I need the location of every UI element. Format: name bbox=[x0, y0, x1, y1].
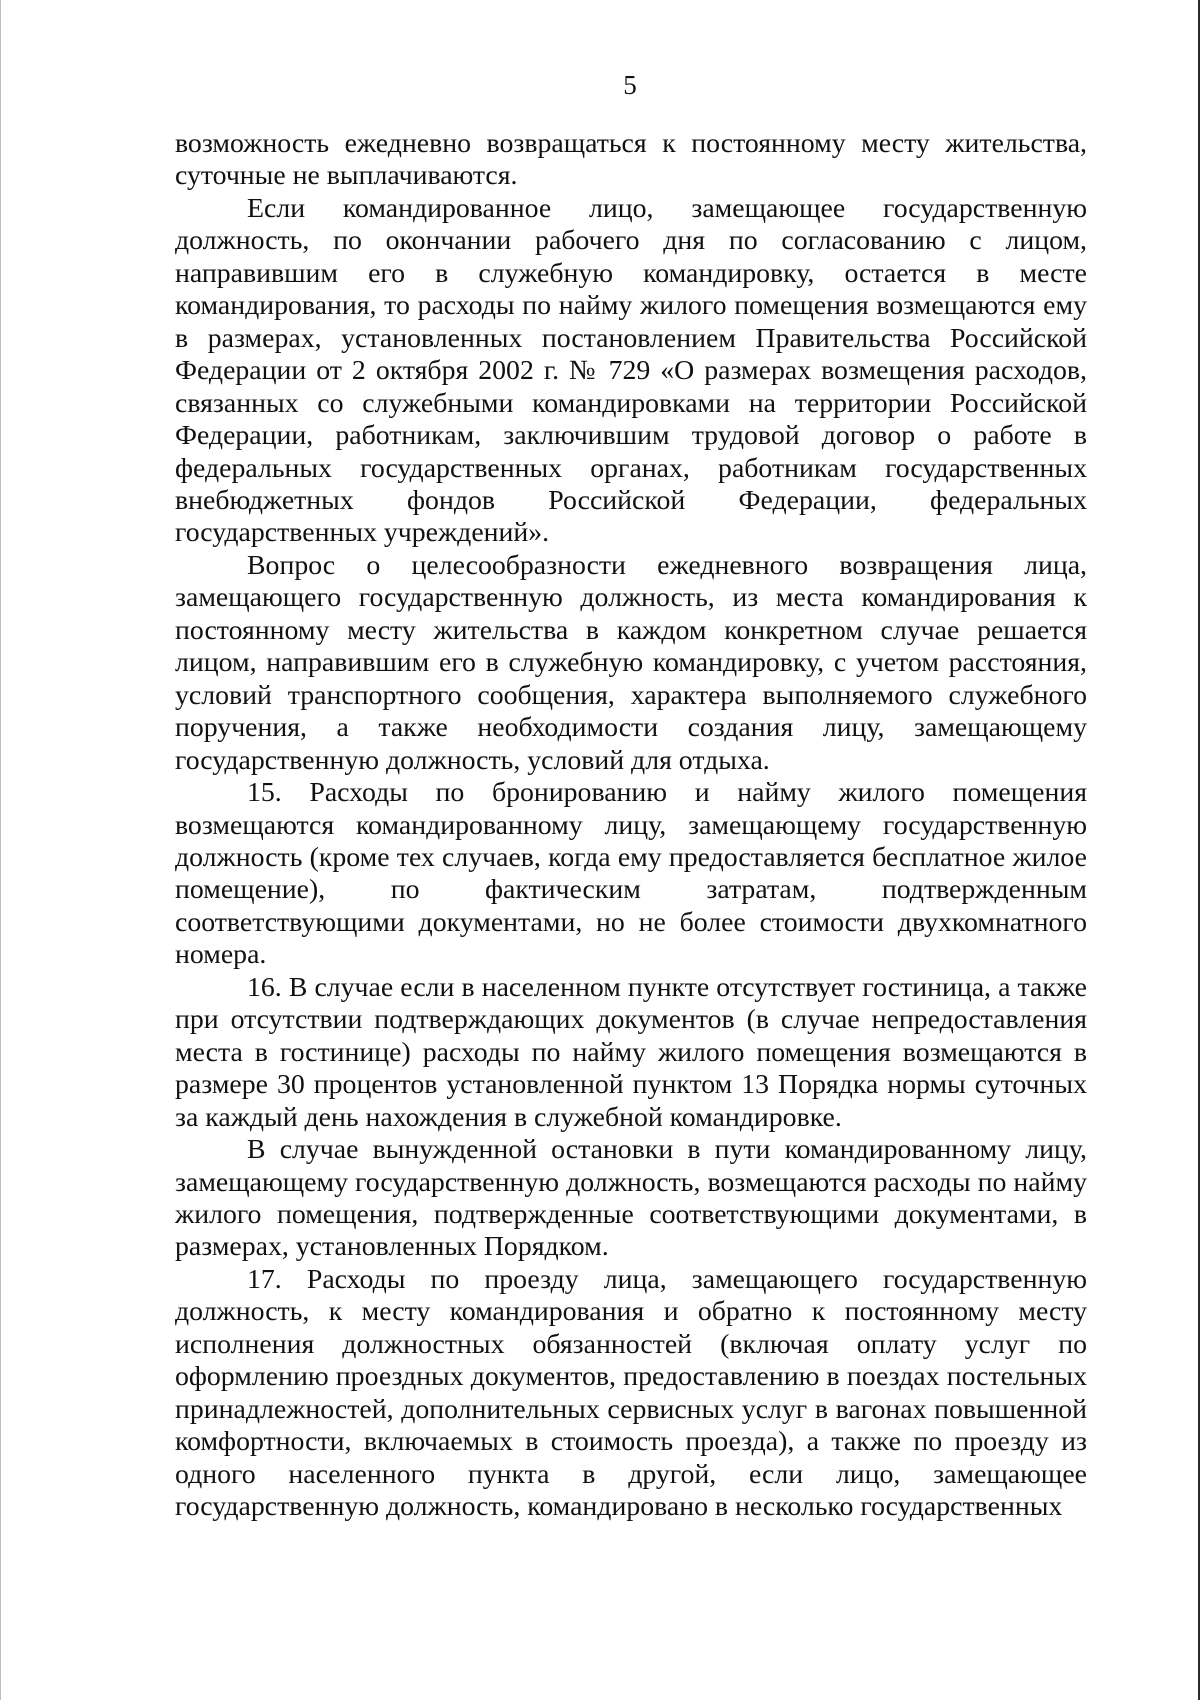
paragraph-item-15: 15. Расходы по бронированию и найму жилого помещения возмещаются командированному лицу, замещающему государственную должность (кроме тех случаев, когда ему предоставляется бесплатное жилое помещение), по фактическим затратам, подтвержденным соответствующими документами, но не более стоимости двухкомнатного номера. bbox=[175, 777, 1087, 971]
paragraph-item-16: 16. В случае если в населенном пункте отсутствует гостиница, а также при отсутствии подтверждающих документов (в случае непредоставления места в гостинице) расходы по найму жилого помещения возмещаются в размере 30 процентов установленной пунктом 13 Порядка нормы суточных за каждый день нахождения в служебной командировке. bbox=[175, 971, 1087, 1133]
paragraph-item-17: 17. Расходы по проезду лица, замещающего государственную должность, к месту командирования и обратно к постоянному месту исполнения должностных обязанностей (включая оплату услуг по оформлению проездных документов, предоставлению в поездах постельных принадлежностей, дополнительных сервисных услуг в вагонах повышенной комфортности, включаемых в стоимость проезда), а также по проезду из одного населенного пункта в другой, если лицо, замещающее государственную должность, командировано в несколько государственных bbox=[175, 1263, 1087, 1523]
paragraph: Вопрос о целесообразности ежедневного возвращения лица, замещающего государственную должность, из места командирования к постоянному месту жительства в каждом конкретном случае решается лицом, направившим его в служебную командировку, с учетом расстояния, условий транспортного сообщения, характера выполняемого служебного поручения, а также необходимости создания лицу, замещающему государственную должность, условий для отдыха. bbox=[175, 549, 1087, 776]
document-body bbox=[175, 128, 1087, 1523]
paragraph: В случае вынужденной остановки в пути командированному лицу, замещающему государственную должность, возмещаются расходы по найму жилого помещения, подтвержденные соответствующими документами, в размерах, установленных Порядком. bbox=[175, 1134, 1087, 1263]
page-left-edge bbox=[0, 0, 1, 1700]
page-number: 5 bbox=[623, 70, 637, 100]
paragraph: Если командированное лицо, замещающее государственную должность, по окончании рабочего дня по согласованию с лицом, направившим его в служебную командировку, остается в месте командирования, то расходы по найму жилого помещения возмещаются ему в размерах, установленных постановлением Правительства Российской Федерации от 2 октября 2002 г. № 729 «О размерах возмещения расходов, связанных со служебными командировками на территории Российской Федерации, работникам, заключившим трудовой договор о работе в федеральных государственных органах, работникам государственных внебюджетных фондов Российской Федерации, федеральных государственных учреждений». bbox=[175, 192, 1087, 549]
paragraph-continuation: возможность ежедневно возвращаться к постоянному месту жительства, суточные не выплачиваются. bbox=[175, 128, 1087, 192]
